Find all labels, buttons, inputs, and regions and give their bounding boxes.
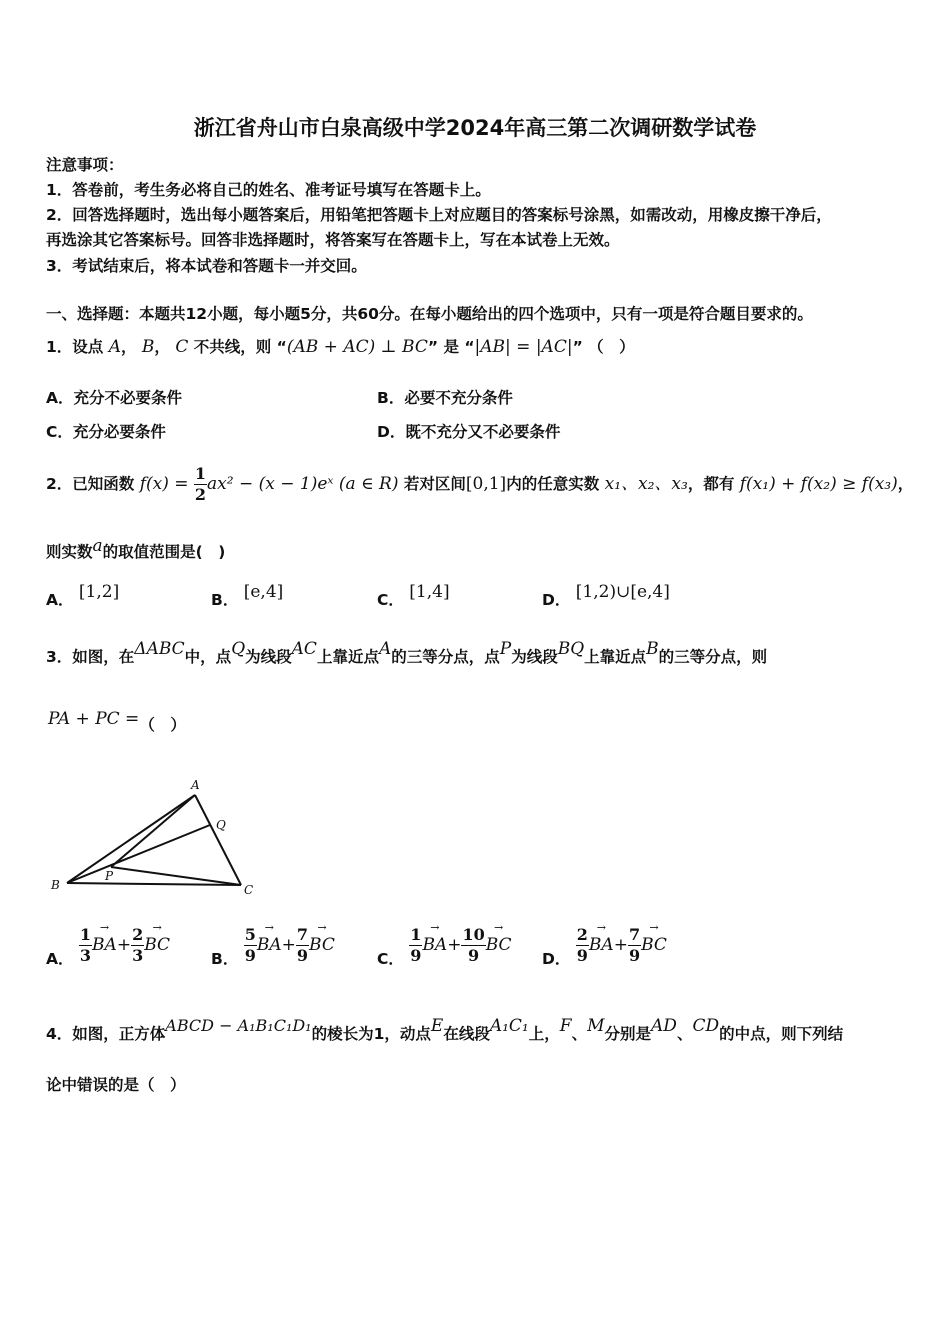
interval: [0,1] [465, 474, 507, 494]
q1-option-a: A．充分不必要条件 [46, 389, 183, 407]
edge-bc [67, 883, 241, 885]
label-p: P [105, 869, 114, 883]
q2-text: ，都有 [687, 475, 735, 493]
label-c: C [244, 883, 254, 897]
segment-pc [111, 867, 241, 885]
q1-option-d: D．既不充分又不必要条件 [377, 423, 561, 441]
comma: ， [897, 475, 914, 493]
cube: ABCD − A₁B₁C₁D₁ [165, 1016, 312, 1035]
separator: ， [120, 338, 137, 356]
q3-option-a: A． $\frac{1}{3}$ → BA+ $\frac{2}{3}$ → BC [46, 925, 170, 966]
notice-item: 2．回答选择题时，选出每小题答案后，用铅笔把答题卡上对应题目的答案标号涂黑，如需改动，用橡皮擦干净后， [46, 206, 832, 224]
q1-is: 是 [443, 338, 459, 356]
question-3-expression: PA + PC =（ ） [48, 709, 186, 734]
q2-text: 内的任意实数 [506, 475, 600, 493]
inequality: f(x₁) + f(x₂) ≥ f(x₃) [739, 474, 898, 494]
q1-text: 不共线，则 [193, 338, 272, 356]
question-1 [46, 335, 635, 357]
q3-option-c: C． $\frac{1}{9}$ → BA+ $\frac{10}{9}$ → BC [377, 925, 512, 966]
q3-option-b: B． $\frac{5}{9}$ → BA+ $\frac{7}{9}$ → BC [211, 925, 335, 966]
variable-a: a [92, 536, 103, 556]
q1-option-b: B．必要不充分条件 [377, 389, 513, 407]
triangle: ΔABC [134, 639, 185, 659]
answer-paren: （ ） [588, 338, 635, 356]
notice-item: 3．考试结束后，将本试卷和答题卡一并交回。 [46, 257, 367, 275]
edge-ac [195, 795, 241, 885]
q2-option-d: D． [1,2)∪[e,4] [542, 582, 670, 609]
label-q: Q [216, 818, 226, 832]
q2-num: 2．已知函数 [46, 475, 135, 493]
question-3: 3．如图，在ΔABC中，点Q为线段AC上靠近点A的三等分点，点P为线段BQ上靠近点B的三等分点，则 [46, 639, 768, 666]
q1-condition-2: |AB| = |AC| [474, 337, 573, 357]
separator: ， [154, 338, 170, 356]
q3-option-d: D． $\frac{2}{9}$ → BA+ $\frac{7}{9}$ → BC [542, 925, 667, 966]
point-b: B [141, 337, 155, 357]
q2-option-c: C． [1,4] [377, 582, 450, 609]
notice-item: 1．答卷前，考生务必将自己的姓名、准考证号填写在答题卡上。 [46, 181, 491, 199]
section-heading: 一、选择题：本题共12小题，每小题5分，共60分。在每小题给出的四个选项中，只有一项是符合题目要求的。 [46, 305, 813, 323]
q1-num: 1．设点 [46, 338, 104, 356]
point-c: C [175, 337, 189, 357]
function-lhs: f(x) = [139, 474, 189, 494]
quote-close: ” [427, 338, 439, 356]
triangle-figure [45, 775, 275, 900]
label-b: B [51, 878, 60, 892]
q1-condition-1: (AB + AC) ⊥ BC [286, 337, 428, 357]
point-a: A [108, 337, 121, 357]
page-title: 浙江省舟山市白泉高级中学2024年高三第二次调研数学试卷 [193, 116, 757, 140]
fraction: $\frac{1}{2}$ [194, 464, 207, 504]
q2-option-b: B． [e,4] [211, 582, 284, 609]
quote-open: “ [464, 338, 475, 356]
quote-open: “ [276, 338, 287, 356]
question-4: 4．如图，正方体ABCD − A₁B₁C₁D₁的棱长为1，动点E在线段A₁C₁上，F、M分别是AD、CD的中点，则下列结 [46, 1016, 844, 1043]
q1-option-c: C．充分必要条件 [46, 423, 166, 441]
notice-item: 再选涂其它答案标号。回答非选择题时，将答案写在答题卡上，写在本试卷上无效。 [46, 231, 620, 249]
question-2 [46, 462, 913, 506]
q2-text: 若对区间 [403, 475, 466, 493]
notice-heading: 注意事项： [46, 156, 124, 174]
question-4-cont: 论中错误的是（ ） [46, 1076, 186, 1094]
variables: x₁、x₂、x₃ [604, 474, 688, 494]
segment-pa [111, 795, 195, 867]
q2-option-a: A． [1,2] [46, 582, 120, 609]
function-rhs: ax² − (x − 1)eˣ (a ∈ R) [207, 474, 399, 494]
label-a: A [191, 778, 200, 792]
question-2-cont: 则实数a的取值范围是( ) [46, 536, 226, 561]
quote-close: ” [572, 338, 583, 356]
